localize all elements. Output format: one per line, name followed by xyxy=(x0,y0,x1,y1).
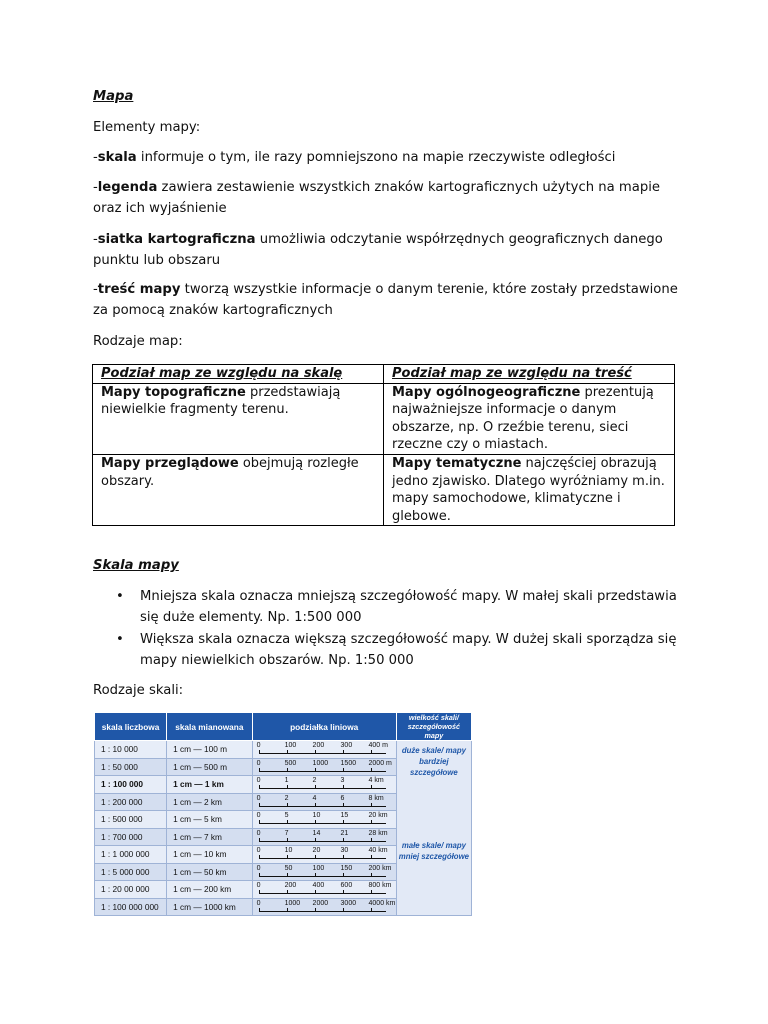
scale-bar-line xyxy=(259,893,386,894)
scale-tick-mark xyxy=(287,750,288,754)
scale-bar-line xyxy=(259,858,386,859)
scale-number-cell: 1 : 10 000 xyxy=(95,741,167,759)
scale-named-cell: 1 cm — 200 km xyxy=(167,881,252,899)
map-types-table xyxy=(92,364,675,526)
scale-tick-label: 4 xyxy=(312,794,317,802)
table-cell: Mapy tematyczne najczęściej obrazują jedno zjawisko. Dlatego wyróżniamy m.in. mapy samochodowe, klimatyczne i glebowe. xyxy=(384,454,675,525)
scale-bar-line xyxy=(259,841,386,842)
scale-tick-mark xyxy=(259,908,260,912)
table-row xyxy=(93,454,675,525)
scale-bar-cell xyxy=(252,776,396,794)
table-header-cell: Podział map ze względu na treść xyxy=(384,365,675,384)
scale-tick-label: 1 xyxy=(284,777,289,784)
scale-tick-mark xyxy=(287,838,288,842)
scale-tick-label: 4 km xyxy=(368,777,384,784)
elements-heading: Elementy mapy: xyxy=(93,120,201,135)
scale-bar xyxy=(256,829,388,844)
scale-bar xyxy=(256,777,386,791)
table-cell: Mapy topograficzne przedstawiają niewielkie fragmenty terenu. xyxy=(93,383,384,454)
scale-number-cell: 1 : 50 000 xyxy=(95,758,167,776)
scale-tick-mark xyxy=(287,803,288,807)
scale-tick-mark xyxy=(315,820,316,824)
scale-named-cell: 1 cm — 100 m xyxy=(167,741,252,759)
scale-tick-label: 4000 km xyxy=(368,899,396,907)
scale-tick-label: 0 xyxy=(256,864,261,872)
scale-tick-label: 500 xyxy=(284,759,297,767)
scale-named-cell: 1 cm — 5 km xyxy=(167,811,252,829)
scale-tick-mark xyxy=(315,873,316,877)
scale-types-table xyxy=(94,712,472,916)
scale-tick-mark xyxy=(315,785,316,789)
scale-tick-label: 2 xyxy=(312,777,317,784)
scale-tick-mark xyxy=(315,890,316,894)
scale-tick-mark xyxy=(343,750,344,754)
scale-tick-mark xyxy=(259,768,260,772)
scale-tick-mark xyxy=(343,873,344,877)
scale-bar xyxy=(256,899,396,914)
scale-bar-cell xyxy=(252,741,396,759)
table-row xyxy=(93,383,675,454)
scale-tick-mark xyxy=(287,873,288,877)
table-cell: Mapy ogólnogeograficzne prezentują najważniejsze informacje o danym obszarze, np. O rzeźbie terenu, sieci rzeczne czy o miastach. xyxy=(384,383,675,454)
scale-bar-line xyxy=(259,753,386,754)
scale-tick-mark xyxy=(371,890,372,894)
element-term: treść mapy xyxy=(97,282,181,297)
page-title: Mapa xyxy=(93,89,134,104)
scale-named-cell: 1 cm — 2 km xyxy=(167,793,252,811)
scale-number-cell: 1 : 100 000 000 xyxy=(95,898,167,916)
scale-types-heading: Rodzaje skali: xyxy=(93,683,184,698)
element-item: -legenda zawiera zestawienie wszystkich znaków kartograficznych użytych na mapie oraz ich wyjaśnienie xyxy=(93,180,660,216)
element-term: legenda xyxy=(97,180,158,195)
scale-tick-label: 3 xyxy=(340,777,345,784)
scale-tick-label: 0 xyxy=(256,742,261,749)
scale-named-cell: 1 cm — 50 km xyxy=(167,863,252,881)
scale-tick-label: 0 xyxy=(256,759,261,767)
scale-bar-line xyxy=(259,911,386,912)
scale-bar-cell xyxy=(252,846,396,864)
scale-tick-mark xyxy=(259,838,260,842)
scale-bar-cell xyxy=(252,828,396,846)
scale-header-row xyxy=(95,713,472,741)
element-item: -skala informuje o tym, ile razy pomniejszono na mapie rzeczywiste odległości xyxy=(93,150,616,165)
scale-bar-line xyxy=(259,771,386,772)
scale-tick-label: 0 xyxy=(256,847,261,854)
types-heading: Rodzaje map: xyxy=(93,334,183,349)
scale-tick-label: 30 xyxy=(340,847,349,854)
scale-header-cell: skala liczbowa xyxy=(95,713,167,741)
scale-tick-label: 1000 xyxy=(312,759,329,767)
scale-tick-label: 0 xyxy=(256,899,261,907)
scale-tick-label: 50 xyxy=(284,864,293,872)
scale-bar xyxy=(256,847,388,861)
scale-bar-cell xyxy=(252,881,396,899)
scale-tick-mark xyxy=(371,768,372,772)
scale-tick-mark xyxy=(371,855,372,859)
scale-bar xyxy=(256,864,392,879)
scale-tick-label: 15 xyxy=(340,812,349,819)
scale-bar-cell xyxy=(252,863,396,881)
scale-tick-label: 6 xyxy=(340,794,345,802)
list-item: • Większa skala oznacza większą szczegółowość mapy. W dużej skali sporządza się mapy niewielkich obszarów. Np. 1:50 000 xyxy=(93,629,693,671)
scale-heading: Skala mapy xyxy=(93,558,179,573)
element-item: -treść mapy tworzą wszystkie informacje o danym terenie, które zostały przedstawione za pomocą znaków kartograficznych xyxy=(93,282,678,318)
scale-header-cell: podziałka liniowa xyxy=(252,713,396,741)
scale-tick-label: 0 xyxy=(256,812,261,819)
scale-number-cell: 1 : 5 000 000 xyxy=(95,863,167,881)
scale-tick-mark xyxy=(343,838,344,842)
scale-tick-mark xyxy=(315,908,316,912)
scale-tick-mark xyxy=(343,768,344,772)
scale-tick-mark xyxy=(259,820,260,824)
scale-tick-mark xyxy=(259,855,260,859)
scale-tick-mark xyxy=(259,803,260,807)
scale-bar-line xyxy=(259,823,386,824)
bullet-icon: • xyxy=(116,589,124,604)
scale-tick-label: 150 xyxy=(340,864,353,872)
scale-tick-mark xyxy=(259,890,260,894)
scale-bar-cell xyxy=(252,758,396,776)
scale-row xyxy=(95,741,472,759)
scale-bar xyxy=(256,742,388,756)
scale-header-cell: skala mianowana xyxy=(167,713,252,741)
scale-tick-label: 5 xyxy=(284,812,289,819)
scale-number-cell: 1 : 500 000 xyxy=(95,811,167,829)
scale-named-cell: 1 cm — 10 km xyxy=(167,846,252,864)
scale-tick-label: 2 xyxy=(284,794,289,802)
scale-tick-label: 0 xyxy=(256,777,261,784)
scale-bar-cell xyxy=(252,898,396,916)
scale-tick-label: 1000 xyxy=(284,899,301,907)
scale-bullet-list xyxy=(93,586,693,672)
scale-bar-line xyxy=(259,876,386,877)
scale-tick-mark xyxy=(371,820,372,824)
scale-tick-label: 14 xyxy=(312,829,321,837)
scale-tick-label: 3000 xyxy=(340,899,357,907)
scale-tick-mark xyxy=(315,803,316,807)
scale-number-cell: 1 : 700 000 xyxy=(95,828,167,846)
scale-tick-mark xyxy=(259,873,260,877)
scale-tick-mark xyxy=(287,890,288,894)
scale-tick-mark xyxy=(259,750,260,754)
scale-named-cell: 1 cm — 500 m xyxy=(167,758,252,776)
scale-header-cell: wielkość skali/ szczegółowość mapy xyxy=(396,713,471,741)
scale-tick-label: 200 km xyxy=(368,864,392,872)
large-scale-note: duże skale/ mapy bardziej szczegółowe xyxy=(401,746,466,777)
scale-tick-label: 100 xyxy=(312,864,325,872)
scale-tick-label: 800 km xyxy=(368,882,392,889)
scale-tick-label: 200 xyxy=(312,742,325,749)
scale-bar xyxy=(256,794,386,809)
table-cell: Mapy przeglądowe obejmują rozległe obszary. xyxy=(93,454,384,525)
small-scale-note: małe skale/ mapy mniej szczegółowe xyxy=(398,841,469,861)
scale-number-cell: 1 : 20 00 000 xyxy=(95,881,167,899)
element-term: skala xyxy=(97,150,137,165)
scale-tick-label: 0 xyxy=(256,829,261,837)
scale-tick-label: 300 xyxy=(340,742,353,749)
scale-tick-mark xyxy=(287,908,288,912)
scale-number-cell: 1 : 1 000 000 xyxy=(95,846,167,864)
scale-size-cell xyxy=(396,741,471,916)
scale-bar-cell xyxy=(252,811,396,829)
scale-tick-label: 1500 xyxy=(340,759,357,767)
bullet-icon: • xyxy=(116,632,124,647)
scale-bar xyxy=(256,812,388,826)
scale-tick-label: 0 xyxy=(256,794,261,802)
scale-tick-label: 400 xyxy=(312,882,325,889)
scale-tick-label: 21 xyxy=(340,829,349,837)
scale-tick-mark xyxy=(343,890,344,894)
scale-tick-label: 100 xyxy=(284,742,297,749)
scale-tick-label: 10 xyxy=(284,847,293,854)
scale-bar-line xyxy=(259,788,386,789)
element-term: siatka kartograficzna xyxy=(97,232,256,247)
scale-tick-mark xyxy=(315,855,316,859)
scale-tick-label: 400 m xyxy=(368,742,388,749)
scale-tick-mark xyxy=(315,768,316,772)
list-item: • Mniejsza skala oznacza mniejszą szczegółowość mapy. W małej skali przedstawia się duże elementy. Np. 1:500 000 xyxy=(93,586,693,628)
scale-tick-mark xyxy=(287,820,288,824)
scale-tick-label: 28 km xyxy=(368,829,388,837)
scale-named-cell: 1 cm — 1 km xyxy=(167,776,252,794)
scale-bar-cell xyxy=(252,793,396,811)
scale-tick-mark xyxy=(287,855,288,859)
scale-tick-mark xyxy=(343,855,344,859)
scale-tick-label: 0 xyxy=(256,882,261,889)
table-header-cell: Podział map ze względu na skalę xyxy=(93,365,384,384)
scale-tick-mark xyxy=(371,838,372,842)
table-header-row xyxy=(93,365,675,384)
scale-tick-mark xyxy=(343,785,344,789)
scale-tick-label: 2000 m xyxy=(368,759,392,767)
scale-tick-mark xyxy=(287,785,288,789)
scale-tick-mark xyxy=(343,908,344,912)
scale-tick-mark xyxy=(343,803,344,807)
scale-tick-mark xyxy=(287,768,288,772)
scale-bar-line xyxy=(259,806,386,807)
scale-tick-mark xyxy=(371,873,372,877)
scale-named-cell: 1 cm — 1000 km xyxy=(167,898,252,916)
scale-tick-label: 200 xyxy=(284,882,297,889)
scale-tick-mark xyxy=(371,908,372,912)
scale-tick-mark xyxy=(371,750,372,754)
scale-tick-label: 10 xyxy=(312,812,321,819)
scale-number-cell: 1 : 200 000 xyxy=(95,793,167,811)
scale-named-cell: 1 cm — 7 km xyxy=(167,828,252,846)
scale-tick-mark xyxy=(259,785,260,789)
scale-tick-label: 20 xyxy=(312,847,321,854)
scale-bar xyxy=(256,882,392,896)
scale-tick-mark xyxy=(315,838,316,842)
scale-tick-mark xyxy=(371,785,372,789)
scale-tick-label: 2000 xyxy=(312,899,329,907)
scale-tick-label: 20 km xyxy=(368,812,388,819)
scale-number-cell: 1 : 100 000 xyxy=(95,776,167,794)
scale-tick-mark xyxy=(315,750,316,754)
scale-tick-label: 8 km xyxy=(368,794,384,802)
scale-tick-label: 600 xyxy=(340,882,353,889)
scale-bar xyxy=(256,759,392,774)
scale-tick-mark xyxy=(343,820,344,824)
scale-tick-label: 7 xyxy=(284,829,289,837)
scale-tick-label: 40 km xyxy=(368,847,388,854)
element-item: -siatka kartograficzna umożliwia odczytanie współrzędnych geograficznych danego punktu lub obszaru xyxy=(93,232,663,268)
scale-tick-mark xyxy=(371,803,372,807)
